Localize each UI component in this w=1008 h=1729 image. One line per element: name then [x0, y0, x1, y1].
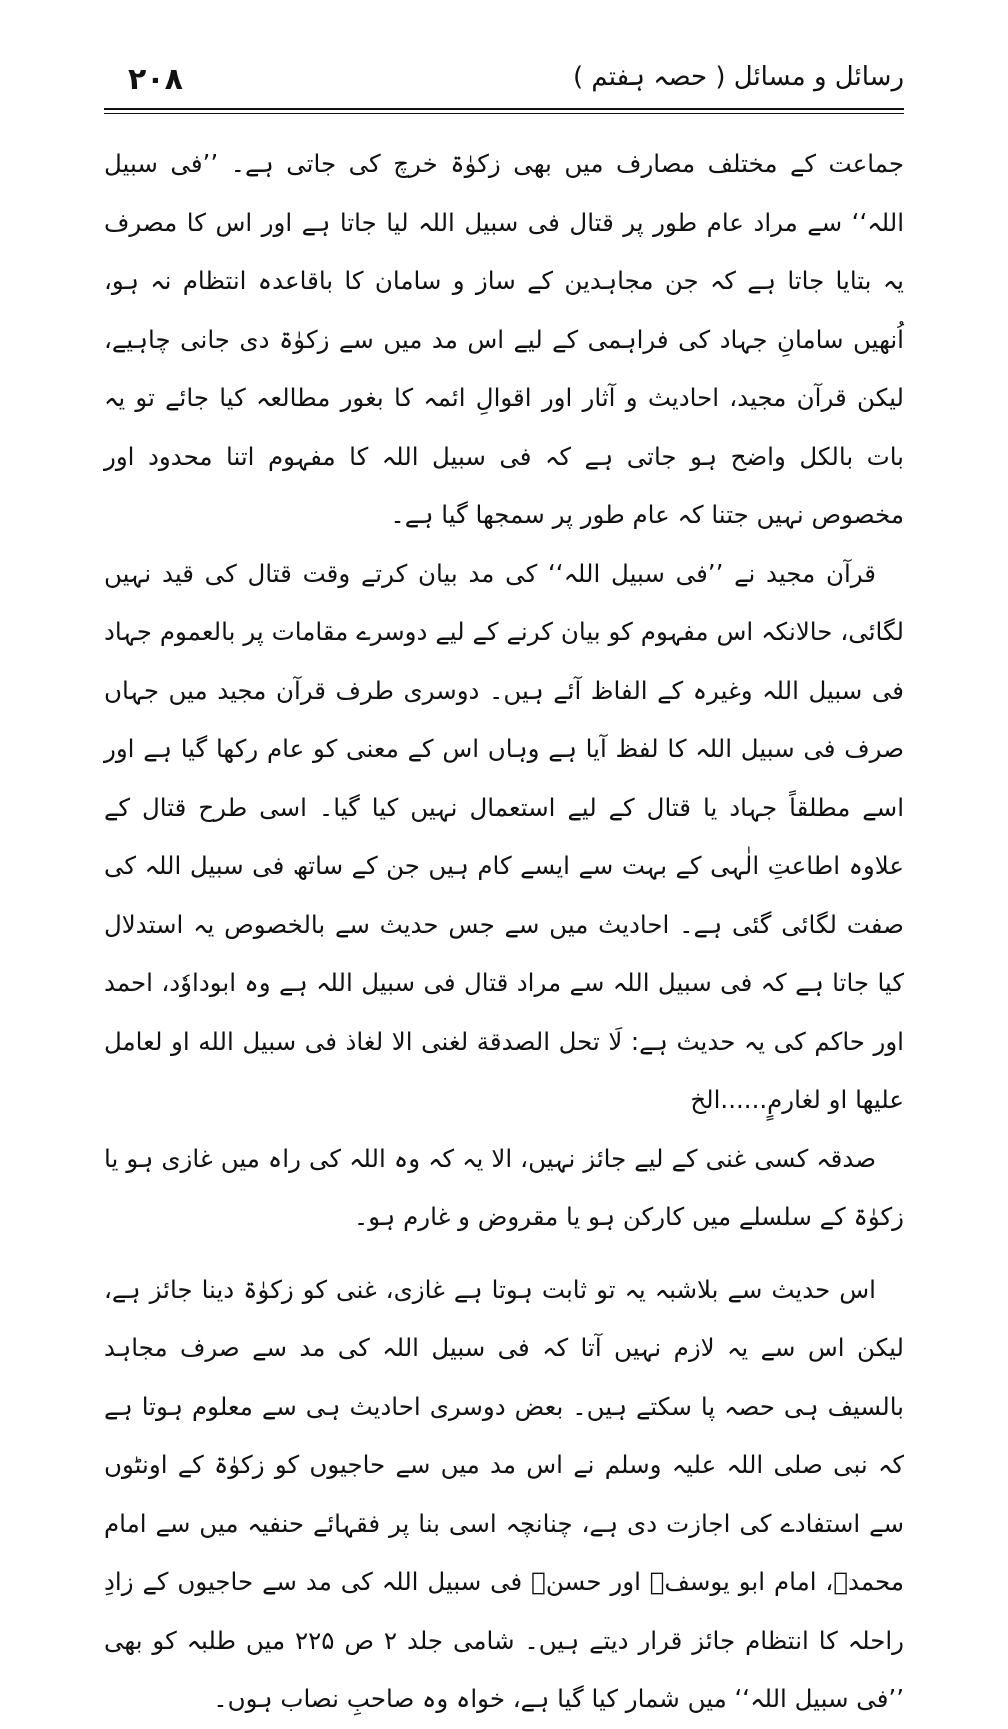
running-title: رسائل و مسائل ( حصہ ہفتم )	[573, 62, 904, 92]
header-rule-thin	[104, 113, 904, 114]
paragraph-2: قرآن مجید نے ’’فی سبیل اللہ‘‘ کی مد بیان کرتے وقت قتال کی قید نہیں لگائی، حالانکہ اس مفہوم کو بیان کرنے کے لیے دوسرے مقامات پر بالعموم جہاد فی سبیل اللہ وغیرہ کے الفاظ آئے ہیں۔ دوسری طرف قرآن مجید میں جہاں صرف فی سبیل اللہ کا لفظ آیا ہے وہاں اس کے معنی کو عام رکھا گیا ہے اور اسے مطلقاً جہاد یا قتال کے لیے استعمال نہیں کیا گیا۔ اسی طرح قتال کے علاوہ اطاعتِ الٰہی کے بہت سے ایسے کام ہیں جن کے ساتھ فی سبیل اللہ کی صفت لگائی گئی ہے۔ احادیث میں سے جس حدیث سے بالخصوص یہ استدلال کیا جاتا ہے کہ فی سبیل اللہ سے مراد قتال فی سبیل اللہ ہے وہ ابوداوٗد، احمد اور حاکم کی یہ حدیث ہے: لَا تحل الصدقة لغنى الا لغاذ فى سبيل الله او لعامل عليها او لغارمٍ......الخ	[104, 558, 904, 1114]
header-rule	[104, 108, 904, 110]
page-header	[104, 60, 904, 106]
paragraph-4: اس حدیث سے بلاشبہ یہ تو ثابت ہوتا ہے غازی، غنی کو زکوٰۃ دینا جائز ہے، لیکن اس سے یہ لازم نہیں آتا کہ فی سبیل اللہ کی مد سے صرف مجاہد بالسیف ہی حصہ پا سکتے ہیں۔ بعض دوسری احادیث ہی سے معلوم ہوتا ہے کہ نبی صلی اللہ علیہ وسلم نے اس مد میں سے حاجیوں کو زکوٰۃ کے اونٹوں سے استفادے کی اجازت دی ہے، چنانچہ اسی بنا پر فقہائے حنفیہ میں سے امام محمدؒ، امام ابو یوسفؒ اور حسنؒ فی سبیل اللہ کی مد سے حاجیوں کے زادِ راحلہ کا انتظام جائز قرار دیتے ہیں۔ شامی جلد ۲ ص ۲۲۵ میں طلبہ کو بھی ’’فی سبیل اللہ‘‘ میں شمار کیا گیا ہے، خواہ وہ صاحبِ نصاب ہوں۔	[104, 1274, 904, 1713]
page-number: ۲۰۸	[128, 62, 183, 97]
paragraph-1: جماعت کے مختلف مصارف میں بھی زکوٰۃ خرچ کی جاتی ہے۔ ’’فی سبیل اللہ‘‘ سے مراد عام طور پر قتال فی سبیل اللہ لیا جاتا ہے اور اس کا مصرف یہ بتایا جاتا ہے کہ جن مجاہدین کے ساز و سامان کا باقاعدہ انتظام نہ ہو، اُنھیں سامانِ جہاد کی فراہمی کے لیے اس مد میں سے زکوٰۃ دی جانی چاہیے، لیکن قرآن مجید، احادیث و آثار اور اقوالِ ائمہ کا بغور مطالعہ کیا جائے تو یہ بات بالکل واضح ہو جاتی ہے کہ فی سبیل اللہ کا مفہوم اتنا محدود اور مخصوص نہیں جتنا کہ عام طور پر سمجھا گیا ہے۔	[104, 149, 904, 529]
body-text	[104, 135, 904, 1729]
paragraph-3: صدقہ کسی غنی کے لیے جائز نہیں، الا یہ کہ وہ اللہ کی راہ میں غازی ہو یا زکوٰۃ کے سلسلے میں کارکن ہو یا مقروض و غارم ہو۔	[104, 1143, 904, 1231]
